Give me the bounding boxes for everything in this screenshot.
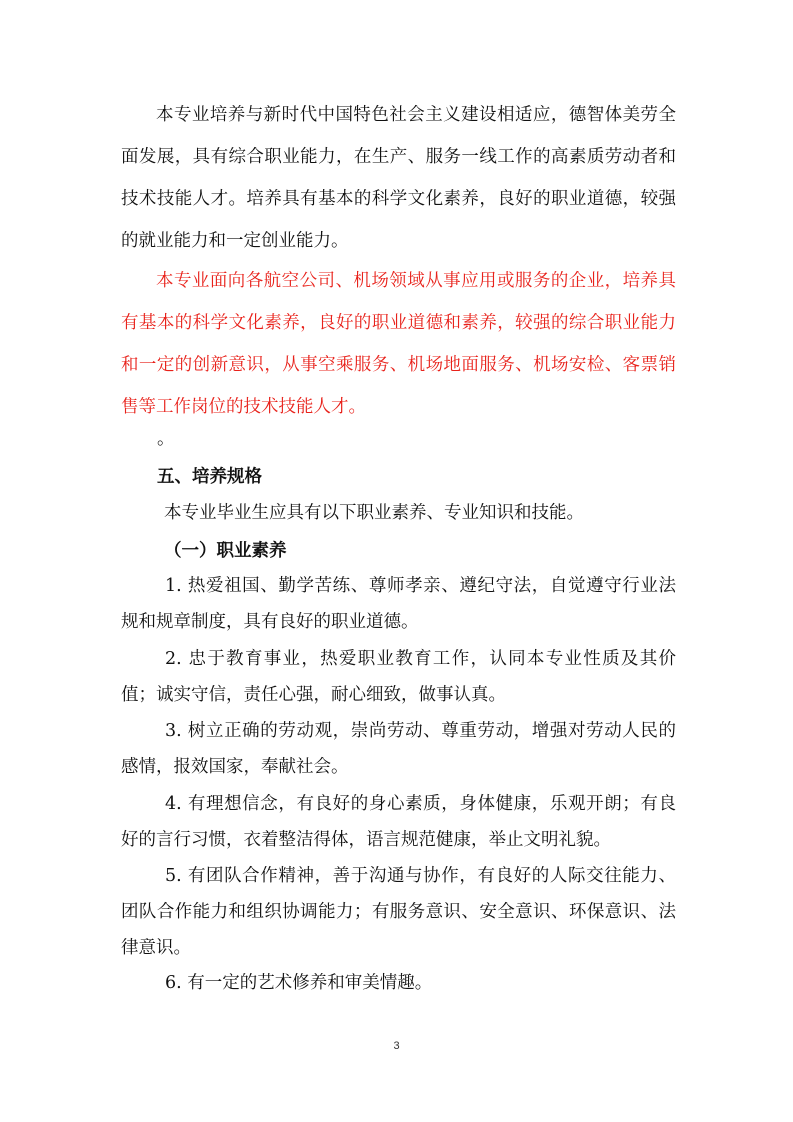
subsection-heading: （一）职业素养 xyxy=(164,541,287,561)
list-item: 6. 有一定的艺术修养和审美情趣。 xyxy=(165,973,433,993)
list-item: 3. 树立正确的劳动观，崇尚劳动、尊重劳动，增强对劳动人民的感情，报效国家，奉献社会。 xyxy=(121,721,676,777)
list-item: 5. 有团队合作精神，善于沟通与协作，有良好的人际交往能力、团队合作能力和组织协调能力；有服务意识、安全意识、环保意识、法律意识。 xyxy=(121,866,676,958)
career-direction-paragraph: 本专业面向各航空公司、机场领域从事应用或服务的企业，培养具有基本的科学文化素养，良好的职业道德和素养，较强的综合职业能力和一定的创新意识，从事空乘服务、机场地面服务、机场安检、客票销售等工作岗位的技术技能人才。 xyxy=(121,271,676,417)
list-item: 2. 忠于教育事业，热爱职业教育工作，认同本专业性质及其价值；诚实守信，责任心强，耐心细致，做事认真。 xyxy=(121,649,676,705)
intro-paragraph: 本专业培养与新时代中国特色社会主义建设相适应，德智体美劳全面发展，具有综合职业能力，在生产、服务一线工作的高素质劳动者和技术技能人才。培养具有基本的科学文化素养，良好的职业道德，较强的就业能力和一定创业能力。 xyxy=(121,105,676,251)
list-item: 1. 热爱祖国、勤学苦练、尊师孝亲、遵纪守法，自觉遵守行业法规和规章制度，具有良好的职业道德。 xyxy=(121,576,676,632)
page-number: 3 xyxy=(393,1040,400,1052)
section-intro: 本专业毕业生应具有以下职业素养、专业知识和技能。 xyxy=(164,503,584,523)
section-heading: 五、培养规格 xyxy=(157,467,262,487)
stray-punctuation: 。 xyxy=(157,429,175,449)
list-item: 4. 有理想信念，有良好的身心素质，身体健康，乐观开朗；有良好的言行习惯，衣着整洁得体，语言规范健康，举止文明礼貌。 xyxy=(121,794,676,850)
